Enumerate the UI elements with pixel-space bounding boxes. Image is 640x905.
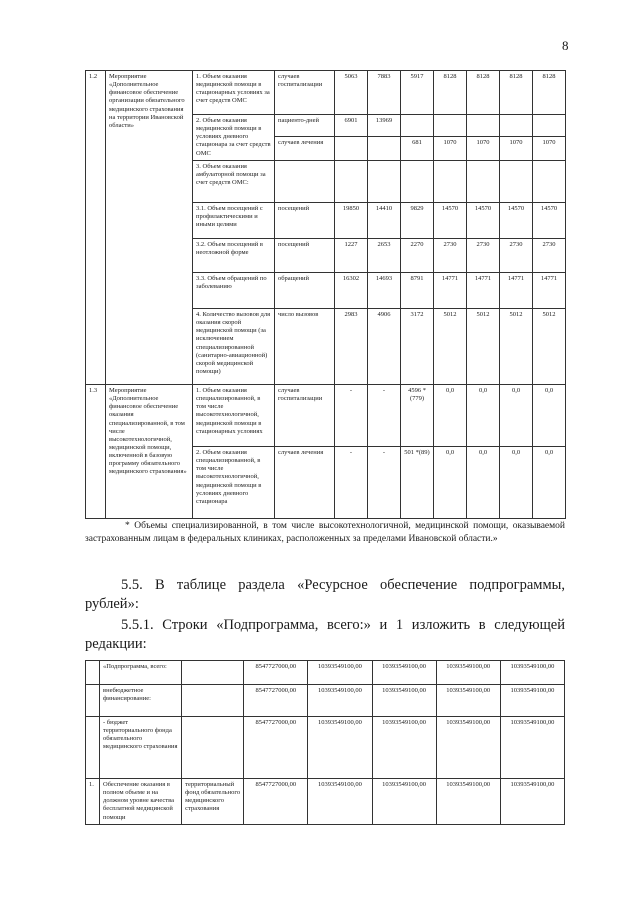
value-cell: 5917 bbox=[401, 71, 434, 115]
row-number bbox=[86, 717, 100, 779]
value-cell: 10393549100,00 bbox=[372, 661, 436, 685]
indicator-name: 2. Объем оказания медицинской помощи в условиях дневного стационара за счет средств ОМС bbox=[193, 115, 275, 161]
indicator-name: 2. Объем оказания специализированной, в том числе высокотехнологичной, медицинской помощи в условиях дневного стационара bbox=[193, 447, 275, 519]
paragraph-5-5-1: 5.5.1. Строки «Подпрограмма, всего:» и 1 изложить в следующей редакции: bbox=[85, 617, 565, 652]
value-cell: - bbox=[368, 447, 401, 519]
value-cell: 5012 bbox=[434, 309, 467, 385]
page-number: 8 bbox=[562, 38, 569, 53]
value-cell: 1070 bbox=[500, 137, 533, 161]
value-cell: 14570 bbox=[467, 203, 500, 239]
table-row bbox=[86, 779, 565, 825]
value-cell: 14771 bbox=[434, 273, 467, 309]
value-cell: 1070 bbox=[467, 137, 500, 161]
value-cell: 2730 bbox=[533, 239, 566, 273]
value-cell: 8547727000,00 bbox=[244, 717, 308, 779]
indicators-table bbox=[85, 70, 566, 519]
item-name: «Подпрограмма, всего: bbox=[100, 661, 182, 685]
executor-cell bbox=[182, 661, 244, 685]
value-cell bbox=[434, 161, 467, 203]
value-cell: 5012 bbox=[467, 309, 500, 385]
executor-cell: территориальный фонд обязательного медицинского страхования bbox=[182, 779, 244, 825]
value-cell: 2730 bbox=[467, 239, 500, 273]
value-cell: - bbox=[368, 385, 401, 447]
unit-cell: случаев лечения bbox=[275, 447, 335, 519]
row-number: 1.2 bbox=[86, 71, 106, 385]
value-cell: 7883 bbox=[368, 71, 401, 115]
value-cell bbox=[368, 161, 401, 203]
value-cell: 10393549100,00 bbox=[308, 685, 372, 717]
table-row bbox=[86, 385, 566, 447]
value-cell: 10393549100,00 bbox=[500, 685, 564, 717]
value-cell bbox=[467, 115, 500, 137]
value-cell bbox=[434, 115, 467, 137]
unit-cell: число вызовов bbox=[275, 309, 335, 385]
value-cell: 10393549100,00 bbox=[500, 779, 564, 825]
value-cell: 5063 bbox=[335, 71, 368, 115]
table-row bbox=[86, 661, 565, 685]
value-cell: 681 bbox=[401, 137, 434, 161]
unit-cell bbox=[275, 161, 335, 203]
value-cell bbox=[401, 115, 434, 137]
value-cell: 2983 bbox=[335, 309, 368, 385]
unit-cell: случаев госпитализации bbox=[275, 71, 335, 115]
indicator-name: 3. Объем оказания амбулаторной помощи за счет средств ОМС: bbox=[193, 161, 275, 203]
value-cell: 0,0 bbox=[434, 385, 467, 447]
value-cell: 8128 bbox=[500, 71, 533, 115]
value-cell bbox=[533, 115, 566, 137]
item-name: внебюджетное финансирование: bbox=[100, 685, 182, 717]
value-cell: 13969 bbox=[368, 115, 401, 137]
table-row bbox=[86, 71, 566, 115]
value-cell: 8791 bbox=[401, 273, 434, 309]
value-cell: 8128 bbox=[533, 71, 566, 115]
value-cell: 8547727000,00 bbox=[244, 779, 308, 825]
value-cell: 10393549100,00 bbox=[308, 779, 372, 825]
footnote: * Объемы специализированной, в том числе высокотехнологичной, медицинской помощи, оказываемой застрахованным лицам в федеральных клиниках, расположенных за пределами Ивановской области.» bbox=[85, 521, 565, 544]
value-cell: 0,0 bbox=[467, 385, 500, 447]
paragraph-5-5: 5.5. В таблице раздела «Ресурсное обеспечение подпрограммы, рублей»: bbox=[85, 577, 565, 612]
value-cell: - bbox=[335, 385, 368, 447]
indicator-name: 3.2. Объем посещений в неотложной форме bbox=[193, 239, 275, 273]
value-cell: 10393549100,00 bbox=[436, 779, 500, 825]
value-cell: 8128 bbox=[467, 71, 500, 115]
value-cell: 0,0 bbox=[500, 385, 533, 447]
value-cell: 14570 bbox=[434, 203, 467, 239]
value-cell: 0,0 bbox=[533, 447, 566, 519]
unit-cell: случаев лечения bbox=[275, 137, 335, 161]
value-cell: 2270 bbox=[401, 239, 434, 273]
value-cell: 10393549100,00 bbox=[308, 661, 372, 685]
value-cell: 2730 bbox=[434, 239, 467, 273]
unit-cell: посещений bbox=[275, 203, 335, 239]
value-cell: 2653 bbox=[368, 239, 401, 273]
value-cell: 0,0 bbox=[467, 447, 500, 519]
indicator-name: 3.3. Объем обращений по заболеванию bbox=[193, 273, 275, 309]
value-cell bbox=[500, 161, 533, 203]
value-cell: 14771 bbox=[500, 273, 533, 309]
value-cell: 10393549100,00 bbox=[308, 717, 372, 779]
indicator-name: 3.1. Объем посещений с профилактическими и иными целями bbox=[193, 203, 275, 239]
value-cell: 10393549100,00 bbox=[372, 685, 436, 717]
value-cell: 14570 bbox=[500, 203, 533, 239]
unit-cell: пациенто-дней bbox=[275, 115, 335, 137]
value-cell: 4596 *(779) bbox=[401, 385, 434, 447]
value-cell: 8547727000,00 bbox=[244, 661, 308, 685]
value-cell: 14410 bbox=[368, 203, 401, 239]
value-cell: 3172 bbox=[401, 309, 434, 385]
value-cell: 8547727000,00 bbox=[244, 685, 308, 717]
value-cell: 4906 bbox=[368, 309, 401, 385]
row-number bbox=[86, 661, 100, 685]
value-cell bbox=[500, 115, 533, 137]
executor-cell bbox=[182, 717, 244, 779]
value-cell: 14693 bbox=[368, 273, 401, 309]
indicator-name: 1. Объем оказания специализированной, в том числе высокотехнологичной, медицинской помощи в стационарных условиях bbox=[193, 385, 275, 447]
value-cell: 10393549100,00 bbox=[500, 717, 564, 779]
value-cell: 10393549100,00 bbox=[372, 779, 436, 825]
value-cell: 10393549100,00 bbox=[372, 717, 436, 779]
value-cell bbox=[467, 161, 500, 203]
table-row bbox=[86, 717, 565, 779]
resources-table bbox=[85, 660, 565, 825]
row-number bbox=[86, 685, 100, 717]
executor-cell bbox=[182, 685, 244, 717]
value-cell bbox=[368, 137, 401, 161]
value-cell: 2730 bbox=[500, 239, 533, 273]
value-cell: 10393549100,00 bbox=[436, 685, 500, 717]
event-name: Мероприятие «Дополнительное финансовое обеспечение организации обязательного медицинского страхования на территории Ивановской области» bbox=[106, 71, 193, 385]
table-row bbox=[86, 685, 565, 717]
value-cell: - bbox=[335, 447, 368, 519]
value-cell: 6901 bbox=[335, 115, 368, 137]
value-cell: 10393549100,00 bbox=[436, 661, 500, 685]
unit-cell: обращений bbox=[275, 273, 335, 309]
value-cell: 1227 bbox=[335, 239, 368, 273]
value-cell: 1070 bbox=[533, 137, 566, 161]
value-cell: 14771 bbox=[533, 273, 566, 309]
unit-cell: случаев госпитализации bbox=[275, 385, 335, 447]
value-cell: 0,0 bbox=[533, 385, 566, 447]
item-name: - бюджет территориального фонда обязательного медицинского страхования bbox=[100, 717, 182, 779]
value-cell: 0,0 bbox=[500, 447, 533, 519]
indicator-name: 4. Количество вызовов для оказания скорой медицинской помощи (за исключением специализированной (санитарно-авиационной) скорой медицинской помощи) bbox=[193, 309, 275, 385]
value-cell bbox=[335, 137, 368, 161]
indicator-name: 1. Объем оказания медицинской помощи в стационарных условиях за счет средств ОМС bbox=[193, 71, 275, 115]
value-cell: 19850 bbox=[335, 203, 368, 239]
value-cell: 9829 bbox=[401, 203, 434, 239]
value-cell bbox=[533, 161, 566, 203]
value-cell: 5012 bbox=[533, 309, 566, 385]
value-cell: 8128 bbox=[434, 71, 467, 115]
value-cell bbox=[401, 161, 434, 203]
row-number: 1.3 bbox=[86, 385, 106, 519]
item-name: Обеспечение оказания в полном объеме и на должном уровне качества бесплатной медицинской помощи bbox=[100, 779, 182, 825]
value-cell: 10393549100,00 bbox=[500, 661, 564, 685]
row-number: 1. bbox=[86, 779, 100, 825]
value-cell: 14570 bbox=[533, 203, 566, 239]
value-cell: 16302 bbox=[335, 273, 368, 309]
value-cell: 0,0 bbox=[434, 447, 467, 519]
event-name: Мероприятие «Дополнительное финансовое обеспечение оказания специализированной, в том числе высокотехнологичной, медицинской помощи, включенной в базовую программу обязательного медицинского страхования» bbox=[106, 385, 193, 519]
value-cell: 5012 bbox=[500, 309, 533, 385]
value-cell: 1070 bbox=[434, 137, 467, 161]
value-cell bbox=[335, 161, 368, 203]
value-cell: 14771 bbox=[467, 273, 500, 309]
value-cell: 501 *(89) bbox=[401, 447, 434, 519]
unit-cell: посещений bbox=[275, 239, 335, 273]
value-cell: 10393549100,00 bbox=[436, 717, 500, 779]
